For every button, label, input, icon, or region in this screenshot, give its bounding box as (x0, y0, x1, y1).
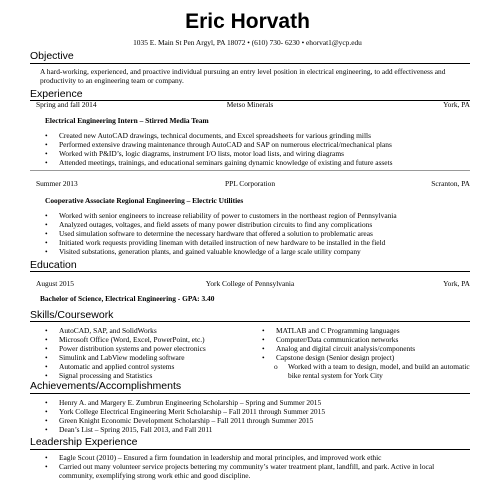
job-2-header (30, 179, 470, 188)
bullet-icon: • (45, 344, 48, 353)
list-item: • Used simulation software to determine the necessary hardware that offered a solution to problematic areas (45, 229, 373, 238)
skills-heading: Skills/Coursework (30, 309, 114, 321)
list-item: • Simulink and LabView modeling software (45, 353, 185, 362)
achievements-list (45, 398, 465, 434)
bullet-icon: • (45, 371, 48, 380)
contact-line: 1035 E. Main St Pen Argyl, PA 18072 • (610) 730- 6230 • ehorvat1@ycp.edu (133, 38, 362, 47)
list-item: • Analog and digital circuit analysis/components (262, 344, 416, 353)
education-degree: Bachelor of Science, Electrical Engineering - GPA: 3.40 (40, 294, 215, 303)
job-1-location: York, PA (443, 100, 470, 109)
list-item: • Power distribution systems and power electronics (45, 344, 206, 353)
bullet-icon: • (45, 407, 48, 416)
education-date: August 2015 (36, 279, 74, 288)
bullet-icon: • (45, 362, 48, 371)
bullet-icon: • (45, 416, 48, 425)
objective-heading: Objective (30, 50, 74, 62)
list-item: • York College Electrical Engineering Merit Scholarship – Fall 2011 through Summer 2015 (45, 407, 326, 416)
list-item: • Capstone design (Senior design project) (262, 353, 395, 362)
job-2-role: Cooperative Associate Regional Engineering – Electric Utilities (45, 196, 244, 205)
list-item: • Analyzed outages, voltages, and field assets of many power distribution circuits to find any complications (45, 220, 373, 229)
bullet-icon: • (45, 453, 48, 462)
experience-heading: Experience (30, 88, 83, 100)
job-1-role: Electrical Engineering Intern – Stirred Media Team (45, 116, 209, 125)
bullet-icon: • (45, 462, 48, 471)
list-item: • Performed extensive drawing maintenance through AutoCAD and SAP on numerous electrical/mechanical plans (45, 140, 392, 149)
achievements-rule (30, 393, 470, 394)
list-item: • Attended meetings, trainings, and educational seminars gaining dynamic knowledge of existing and future assets (45, 158, 393, 167)
candidate-name: Eric Horvath (185, 10, 310, 33)
bullet-icon: • (45, 211, 48, 220)
list-item: • Automatic and applied control systems (45, 362, 175, 371)
sub-bullet-icon: o (274, 362, 278, 371)
education-rule (30, 271, 470, 272)
job-1-company: Metso Minerals (226, 100, 274, 109)
job-1-dates: Spring and fall 2014 (36, 100, 97, 109)
list-item: • AutoCAD, SAP, and SolidWorks (45, 326, 157, 335)
bullet-icon: • (45, 131, 48, 140)
bullet-icon: • (45, 335, 48, 344)
list-item: • Created new AutoCAD drawings, technical documents, and Excel spreadsheets for various grinding mills (45, 131, 371, 140)
achievements-heading: Achievements/Accomplishments (30, 380, 182, 392)
leadership-heading: Leadership Experience (30, 436, 138, 448)
list-item: • Dean’s List – Spring 2015, Fall 2013, and Fall 2011 (45, 425, 213, 434)
bullet-icon: • (45, 353, 48, 362)
bullet-icon: • (45, 220, 48, 229)
list-item: • Green Knight Economic Development Scholarship – Fall 2011 through Summer 2015 (45, 416, 314, 425)
education-heading: Education (30, 259, 77, 271)
leadership-list (45, 453, 465, 480)
job-divider (30, 170, 470, 171)
job-2-location: Scranton, PA (431, 179, 470, 188)
bullet-icon: • (45, 229, 48, 238)
education-header (30, 279, 470, 288)
bullet-icon: • (45, 247, 48, 256)
list-item: • Worked with senior engineers to increase reliability of power to customers in the northeast region of Pennsylvania (45, 211, 397, 220)
bullet-icon: • (45, 398, 48, 407)
list-item: • Worked with P&ID’s, logic diagrams, instrument I/O lists, motor load lists, and wiring diagrams (45, 149, 344, 158)
skills-rule (30, 321, 470, 322)
bullet-icon: • (45, 425, 48, 434)
objective-text: A hard-working, experienced, and proactive individual pursuing an entry level position in electrical engineering, to add effectiveness and productivity to an engineering team or company. (40, 67, 446, 85)
job-2-company: PPL Corporation (224, 179, 276, 188)
bullet-icon: • (262, 353, 265, 362)
leadership-rule (30, 449, 470, 450)
skills-left-list (45, 326, 250, 380)
list-item: • Visited substations, generation plants, and gained valuable knowledge of a large scale utility company (45, 247, 361, 256)
list-item: • Carried out many volunteer service projects bettering my community’s water treatment plant, landfill, and park. Active in local community, exemplifying strong work ethic and good discipline. (45, 462, 435, 480)
list-item: • MATLAB and C Programming languages (262, 326, 400, 335)
list-item: • Computer/Data communication networks (262, 335, 399, 344)
bullet-icon: • (45, 158, 48, 167)
list-item: • Initiated work requests providing lineman with detailed instruction of new hardware to be installed in the field (45, 238, 386, 247)
skills-right-list (262, 326, 472, 380)
list-item: • Signal processing and Statistics (45, 371, 153, 380)
bullet-icon: • (45, 238, 48, 247)
list-item: • Henry A. and Margery E. Zumbrun Engineering Scholarship – Spring and Summer 2015 (45, 398, 322, 407)
bullet-icon: • (262, 326, 265, 335)
job-1-header (30, 100, 470, 109)
bullet-icon: • (45, 140, 48, 149)
list-item: • Microsoft Office (Word, Excel, PowerPoint, etc.) (45, 335, 205, 344)
education-location: York, PA (443, 279, 470, 288)
bullet-icon: • (45, 326, 48, 335)
job-1-bullets (45, 131, 465, 167)
bullet-icon: • (45, 149, 48, 158)
education-school: York College of Pennsylvania (205, 279, 295, 288)
list-item: • Eagle Scout (2010) – Ensured a firm foundation in leadership and moral principles, and improved work ethic (45, 453, 382, 462)
job-2-bullets (45, 211, 465, 256)
job-2-dates: Summer 2013 (36, 179, 78, 188)
objective-rule (30, 63, 470, 64)
sub-list-item: o Worked with a team to design, model, and build an automatic bike rental system for York City (274, 362, 470, 380)
bullet-icon: • (262, 335, 265, 344)
bullet-icon: • (262, 344, 265, 353)
